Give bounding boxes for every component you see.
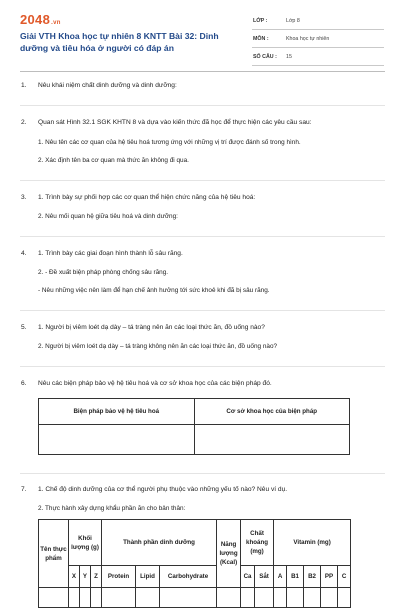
meta-subject-value: Khoa học tự nhiên — [286, 36, 330, 42]
question-subpart: 2. - Đề xuất biện pháp phòng chống sâu răng. — [38, 269, 169, 276]
column-subheader: Z — [91, 566, 102, 588]
question-6 — [0, 379, 400, 455]
question-number: 6. — [21, 380, 27, 387]
table-cell[interactable] — [160, 588, 217, 608]
meta-class-value: Lớp 8 — [286, 18, 300, 24]
table-header-row — [39, 399, 350, 425]
column-header: Cơ sở khoa học của biện pháp — [194, 399, 350, 425]
question-text: 1. Chế độ dinh dưỡng của cơ thể người phụ thuộc vào những yếu tố nào? Nêu ví dụ. — [38, 486, 288, 493]
table-cell[interactable] — [274, 588, 287, 608]
table-cell[interactable] — [69, 588, 80, 608]
table-cell[interactable] — [194, 425, 350, 455]
question-2 — [0, 118, 400, 165]
logo-text: 2048 — [20, 12, 51, 27]
question-1 — [0, 81, 400, 90]
column-subheader: PP — [321, 566, 338, 588]
question-number: 7. — [21, 486, 27, 493]
column-subheader: Lipid — [136, 566, 160, 588]
question-text: 1. Trình bày các giai đoạn hình thành lỗ sâu răng. — [38, 250, 183, 257]
question-number: 5. — [21, 324, 27, 331]
column-header: Năng lượng (Kcal) — [217, 520, 241, 588]
column-header: Vitamin (mg) — [274, 520, 351, 566]
header-divider — [20, 71, 385, 72]
table-cell[interactable] — [321, 588, 338, 608]
site-logo[interactable] — [20, 12, 61, 27]
meta-count-value: 15 — [286, 54, 292, 60]
question-text: Nêu khái niệm chất dinh dưỡng và dinh dưỡng: — [38, 82, 177, 89]
table-cell[interactable] — [338, 588, 351, 608]
column-subheader: C — [338, 566, 351, 588]
meta-class-label: LỚP : — [253, 18, 268, 24]
column-header: Chất khoáng (mg) — [241, 520, 274, 566]
logo-suffix: .vn — [51, 20, 61, 26]
question-4 — [0, 249, 400, 295]
table-cell[interactable] — [217, 588, 241, 608]
table-cell[interactable] — [39, 588, 69, 608]
table-cell[interactable] — [80, 588, 91, 608]
question-subpart: 1. Nêu tên các cơ quan của hệ tiêu hoá tương ứng với những vị trí được đánh số trong hình. — [38, 139, 301, 146]
question-subpart: 2. Người bị viêm loét dạ dày – tá tràng không nên ăn các loại thức ăn, đồ uống nào? — [38, 343, 278, 350]
table-subheader-row — [39, 566, 351, 588]
question-text: 1. Người bị viêm loét dạ dày – tá tràng nên ăn các loại thức ăn, đồ uống nào? — [38, 324, 265, 331]
meta-subject-row — [252, 30, 384, 48]
question-text: Nêu các biện pháp bảo vệ hệ tiêu hoá và cơ sở khoa học của các biện pháp đó. — [38, 380, 272, 387]
protection-measures-table — [38, 398, 350, 455]
table-cell[interactable] — [136, 588, 160, 608]
question-divider — [20, 473, 385, 474]
question-number: 3. — [21, 194, 27, 201]
meta-info — [252, 12, 384, 66]
question-number: 2. — [21, 119, 27, 126]
column-subheader: Carbohydrate — [160, 566, 217, 588]
table-cell[interactable] — [255, 588, 274, 608]
question-text: Quan sát Hình 32.1 SGK KHTN 8 và dựa vào kiến thức đã học để thực hiện các yêu cầu sau: — [38, 119, 312, 126]
column-header: Thành phần dinh dưỡng — [102, 520, 217, 566]
question-3 — [0, 193, 400, 221]
question-subpart: 2. Xác định tên ba cơ quan mà thức ăn không đi qua. — [38, 157, 189, 164]
column-subheader: Protein — [102, 566, 136, 588]
question-5 — [0, 323, 400, 351]
table-cell[interactable] — [287, 588, 304, 608]
question-divider — [20, 236, 385, 237]
table-cell[interactable] — [241, 588, 255, 608]
question-subpart: 2. Nêu mối quan hệ giữa tiêu hoá và dinh dưỡng: — [38, 213, 178, 220]
column-subheader: B1 — [287, 566, 304, 588]
question-subpart: 2. Thực hành xây dựng khẩu phần ăn cho bản thân: — [38, 505, 186, 512]
column-subheader: A — [274, 566, 287, 588]
question-number: 1. — [21, 82, 27, 89]
column-header: Biện pháp bảo vệ hệ tiêu hoá — [39, 399, 195, 425]
question-divider — [20, 310, 385, 311]
table-header-row — [39, 520, 351, 566]
question-list — [0, 75, 400, 608]
question-text: 1. Trình bày sự phối hợp các cơ quan thể hiện chức năng của hệ tiêu hoá: — [38, 194, 256, 201]
column-subheader: Sắt — [255, 566, 274, 588]
column-subheader: Y — [80, 566, 91, 588]
column-subheader: Ca — [241, 566, 255, 588]
diet-plan-table — [38, 519, 351, 608]
column-header: Khối lượng (g) — [69, 520, 102, 566]
meta-subject-label: MÔN : — [253, 36, 269, 42]
table-cell[interactable] — [304, 588, 321, 608]
question-divider — [20, 366, 385, 367]
table-cell[interactable] — [39, 425, 195, 455]
table-row — [39, 425, 350, 455]
question-subpart: - Nêu những việc nên làm để hạn chế ảnh hưởng tới sức khoẻ khi đã bị sâu răng. — [38, 287, 270, 294]
column-subheader: X — [69, 566, 80, 588]
table-cell[interactable] — [102, 588, 136, 608]
question-number: 4. — [21, 250, 27, 257]
document-title: Giải VTH Khoa học tự nhiên 8 KNTT Bài 32: Dinh dưỡng và tiêu hóa ở người có đáp án — [20, 31, 219, 53]
meta-count-label: SỐ CÂU : — [253, 54, 277, 60]
meta-class-row — [252, 12, 384, 30]
table-cell[interactable] — [91, 588, 102, 608]
table-row — [39, 588, 351, 608]
meta-count-row — [252, 48, 384, 66]
column-subheader: B2 — [304, 566, 321, 588]
column-header: Tên thực phẩm — [39, 520, 69, 588]
question-divider — [20, 105, 385, 106]
question-divider — [20, 180, 385, 181]
question-7 — [0, 485, 400, 608]
page-header — [0, 0, 400, 68]
